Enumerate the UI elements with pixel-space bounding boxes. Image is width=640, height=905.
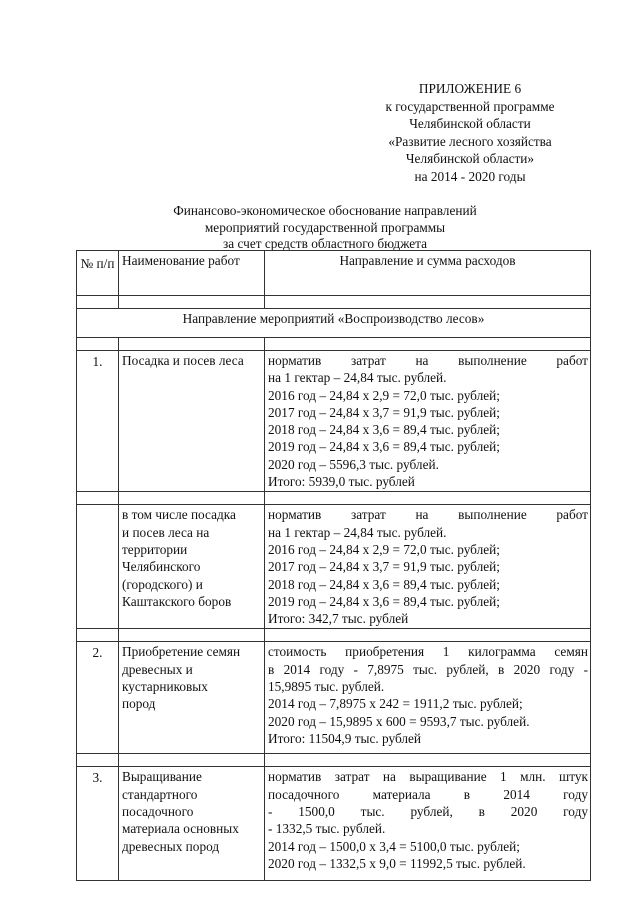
desc-line: норматив затрат на выполнение работ <box>268 507 588 523</box>
desc-line: 2016 год – 24,84 х 2,9 = 72,0 тыс. рублей; <box>268 387 500 403</box>
name-line: стандартного <box>122 786 198 802</box>
appendix-line: «Развитие лесного хозяйства <box>388 133 552 149</box>
appendix-header <box>330 80 610 185</box>
desc-line: 2018 год – 24,84 х 3,6 = 89,4 тыс. рублей; <box>268 576 500 592</box>
desc-line: на 1 гектар – 24,84 тыс. рублей. <box>268 524 447 540</box>
name-line: Выращивание <box>122 769 202 785</box>
name-line: Челябинского <box>122 559 201 575</box>
appendix-line: к государственной программе <box>385 98 555 114</box>
row-number: 2. <box>77 642 119 754</box>
name-line: и посев леса на <box>122 524 210 540</box>
name-line: в том числе посадка <box>122 507 236 523</box>
desc-line: 2020 год – 1332,5 х 9,0 = 11992,5 тыс. рублей. <box>268 855 526 871</box>
table-row <box>77 351 591 492</box>
spacer-row <box>77 754 591 767</box>
table-row <box>77 767 591 881</box>
header-direction: Направление и сумма расходов <box>265 251 591 296</box>
desc-line: 2018 год – 24,84 х 3,6 = 89,4 тыс. рублей; <box>268 422 500 438</box>
name-line: территории <box>122 541 188 557</box>
appendix-line: Челябинской области <box>409 116 531 131</box>
title-line: Финансово-экономическое обоснование направлений <box>173 203 477 218</box>
spacer-row <box>77 492 591 505</box>
desc-line: 2014 год – 1500,0 х 3,4 = 5100,0 тыс. рублей; <box>268 838 520 854</box>
desc-line: посадочного материала в 2014 году <box>268 786 588 802</box>
row-number: 1. <box>77 351 119 492</box>
table-header-row <box>77 251 591 296</box>
name-line: Посадка и посев леса <box>122 353 244 368</box>
desc-line: 2016 год – 24,84 х 2,9 = 72,0 тыс. рублей; <box>268 541 500 557</box>
desc-line: 2020 год – 15,9895 х 600 = 9593,7 тыс. рублей. <box>268 713 530 729</box>
desc-line: - 1332,5 тыс. рублей. <box>268 821 386 837</box>
title-line: мероприятий государственной программы <box>204 219 446 235</box>
desc-line: Итого: 11504,9 тыс. рублей <box>268 730 422 746</box>
row-description <box>265 767 591 881</box>
desc-line: 2020 год – 5596,3 тыс. рублей. <box>268 456 439 472</box>
appendix-number: ПРИЛОЖЕНИЕ 6 <box>418 81 522 96</box>
appendix-line: на 2014 - 2020 годы <box>414 168 526 184</box>
row-description <box>265 642 591 754</box>
desc-line: 2017 год – 24,84 х 3,7 = 91,9 тыс. рублей; <box>268 404 500 420</box>
section-title: Направление мероприятий «Воспроизводство лесов» <box>77 309 591 338</box>
row-name <box>119 351 265 492</box>
desc-line: норматив затрат на выращивание 1 млн. штук <box>268 769 588 785</box>
desc-line: 15,9895 тыс. рублей. <box>268 679 385 695</box>
desc-line: норматив затрат на выполнение работ <box>268 353 588 368</box>
name-line: (городского) и <box>122 576 203 592</box>
desc-line: стоимость приобретения 1 килограмма семян <box>268 644 588 660</box>
appendix-line: Челябинской области» <box>405 151 535 166</box>
header-name: Наименование работ <box>119 251 265 296</box>
desc-line: 2019 год – 24,84 х 3,6 = 89,4 тыс. рублей; <box>268 439 500 455</box>
name-line: Приобретение семян <box>122 644 241 660</box>
desc-line: - 1500,0 тыс. рублей, в 2020 году <box>268 804 588 820</box>
desc-line: в 2014 году - 7,8975 тыс. рублей, в 2020 году - <box>268 661 588 677</box>
name-line: древесных пород <box>122 838 220 854</box>
name-line: Каштакского боров <box>122 593 232 609</box>
row-description <box>265 505 591 629</box>
row-number: 3. <box>77 767 119 881</box>
table-row <box>77 642 591 754</box>
desc-line: 2017 год – 24,84 х 3,7 = 91,9 тыс. рублей; <box>268 559 500 575</box>
expenditure-table <box>76 250 591 881</box>
name-line: посадочного <box>122 804 194 820</box>
row-name <box>119 642 265 754</box>
desc-line: Итого: 5939,0 тыс. рублей <box>268 474 415 490</box>
spacer-row <box>77 296 591 309</box>
section-row <box>77 309 591 338</box>
document-title <box>110 203 540 253</box>
row-number <box>77 505 119 629</box>
row-name <box>119 505 265 629</box>
row-name <box>119 767 265 881</box>
name-line: материала основных <box>122 821 239 837</box>
header-number: № п/п <box>77 251 119 296</box>
desc-line: на 1 гектар – 24,84 тыс. рублей. <box>268 370 447 386</box>
name-line: кустарниковых <box>122 679 208 695</box>
table-row <box>77 505 591 629</box>
name-line: древесных и <box>122 661 193 677</box>
desc-line: Итого: 342,7 тыс. рублей <box>268 611 409 627</box>
name-line: пород <box>122 696 156 712</box>
spacer-row <box>77 338 591 351</box>
row-description <box>265 351 591 492</box>
desc-line: 2019 год – 24,84 х 3,6 = 89,4 тыс. рублей; <box>268 593 500 609</box>
desc-line: 2014 год – 7,8975 х 242 = 1911,2 тыс. рублей; <box>268 696 523 712</box>
title-line: за счет средств областного бюджета <box>223 236 427 251</box>
spacer-row <box>77 629 591 642</box>
